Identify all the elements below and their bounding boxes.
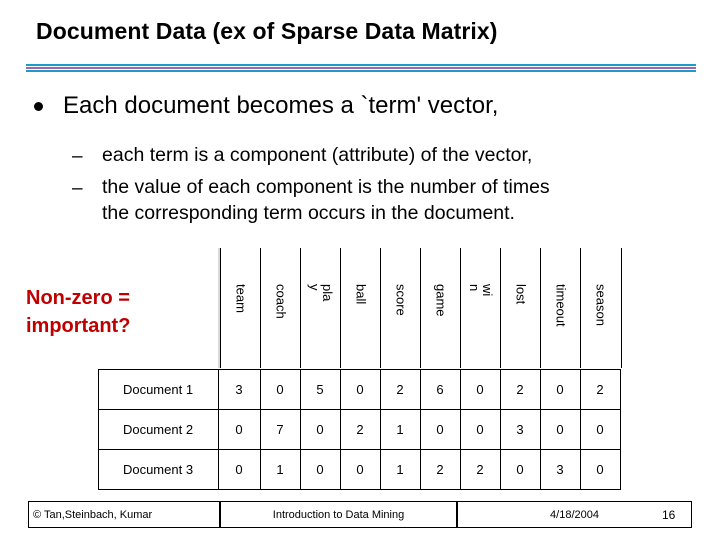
column-header bbox=[380, 248, 421, 368]
note-text bbox=[26, 284, 130, 340]
column-header-label: lost bbox=[513, 284, 529, 305]
sub-bullet-dash: – bbox=[72, 178, 83, 199]
column-header bbox=[540, 248, 581, 368]
table-cell: 3 bbox=[235, 382, 243, 397]
footer-date: 4/18/2004 bbox=[457, 501, 692, 528]
table-cell: 0 bbox=[276, 382, 284, 397]
title-underline bbox=[26, 64, 696, 72]
table-rule bbox=[98, 489, 621, 490]
column-header bbox=[220, 248, 261, 368]
table-cell: 6 bbox=[436, 382, 444, 397]
table-cell: 3 bbox=[556, 462, 564, 477]
table-cell: 0 bbox=[316, 422, 324, 437]
footer-copyright: © Tan,Steinbach, Kumar bbox=[28, 501, 220, 528]
table-rule bbox=[98, 449, 621, 450]
table-cell: 7 bbox=[276, 422, 284, 437]
table-cell: 2 bbox=[396, 382, 404, 397]
table-cell: 3 bbox=[516, 422, 524, 437]
column-header-label: pla y bbox=[307, 284, 335, 302]
column-header-label: team bbox=[233, 284, 249, 313]
slide-title: Document Data (ex of Sparse Data Matrix) bbox=[36, 18, 498, 44]
column-header bbox=[340, 248, 381, 368]
table-cell: 0 bbox=[556, 422, 564, 437]
column-header-label: ball bbox=[353, 284, 369, 305]
table-cell: 0 bbox=[356, 462, 364, 477]
table-cell: 0 bbox=[476, 382, 484, 397]
table-cell: 2 bbox=[476, 462, 484, 477]
column-header-label: season bbox=[593, 284, 609, 326]
table-cell: 0 bbox=[235, 422, 243, 437]
table-rule bbox=[98, 409, 621, 410]
column-header-label: game bbox=[433, 284, 449, 317]
table-cell: 0 bbox=[356, 382, 364, 397]
table-cell: 0 bbox=[476, 422, 484, 437]
row-label: Document 2 bbox=[122, 422, 194, 437]
column-header-label: score bbox=[393, 284, 409, 316]
column-header bbox=[580, 248, 622, 368]
table-cell: 2 bbox=[356, 422, 364, 437]
table-cell: 1 bbox=[396, 422, 404, 437]
sub-bullet-2: the value of each component is the number of times bbox=[102, 176, 550, 198]
column-header-label: wi n bbox=[467, 284, 495, 297]
table-cell: 0 bbox=[556, 382, 564, 397]
sub-bullet-dash: – bbox=[72, 146, 83, 167]
row-label: Document 1 bbox=[122, 382, 194, 397]
table-cell: 1 bbox=[396, 462, 404, 477]
table-rule bbox=[620, 370, 621, 490]
column-header bbox=[420, 248, 461, 368]
table-cell: 2 bbox=[436, 462, 444, 477]
table-cell: 5 bbox=[316, 382, 324, 397]
table-cell: 2 bbox=[596, 382, 604, 397]
column-header bbox=[300, 248, 341, 368]
note-line-1: Non-zero = bbox=[26, 287, 130, 309]
main-bullet-text: Each document becomes a `term' vector, bbox=[63, 92, 499, 119]
footer-course: Introduction to Data Mining bbox=[220, 501, 457, 528]
table-cell: 0 bbox=[436, 422, 444, 437]
page-number: 16 bbox=[662, 508, 676, 522]
note-line-2: important? bbox=[26, 315, 131, 337]
table-cell: 0 bbox=[596, 422, 604, 437]
table-cell: 2 bbox=[516, 382, 524, 397]
column-header bbox=[460, 248, 501, 368]
row-label: Document 3 bbox=[122, 462, 194, 477]
table-cell: 1 bbox=[276, 462, 284, 477]
table-cell: 0 bbox=[316, 462, 324, 477]
column-header-label: coach bbox=[273, 284, 289, 319]
bullet-dot bbox=[34, 102, 43, 111]
table-cell: 0 bbox=[516, 462, 524, 477]
column-header bbox=[260, 248, 301, 368]
table-cell: 0 bbox=[235, 462, 243, 477]
sub-bullet-1: each term is a component (attribute) of the vector, bbox=[102, 144, 533, 166]
column-header bbox=[500, 248, 541, 368]
column-header-label: timeout bbox=[553, 284, 569, 327]
table-rule bbox=[98, 369, 621, 370]
sub-bullet-2-cont: the corresponding term occurs in the document. bbox=[102, 202, 515, 224]
table-cell: 0 bbox=[596, 462, 604, 477]
